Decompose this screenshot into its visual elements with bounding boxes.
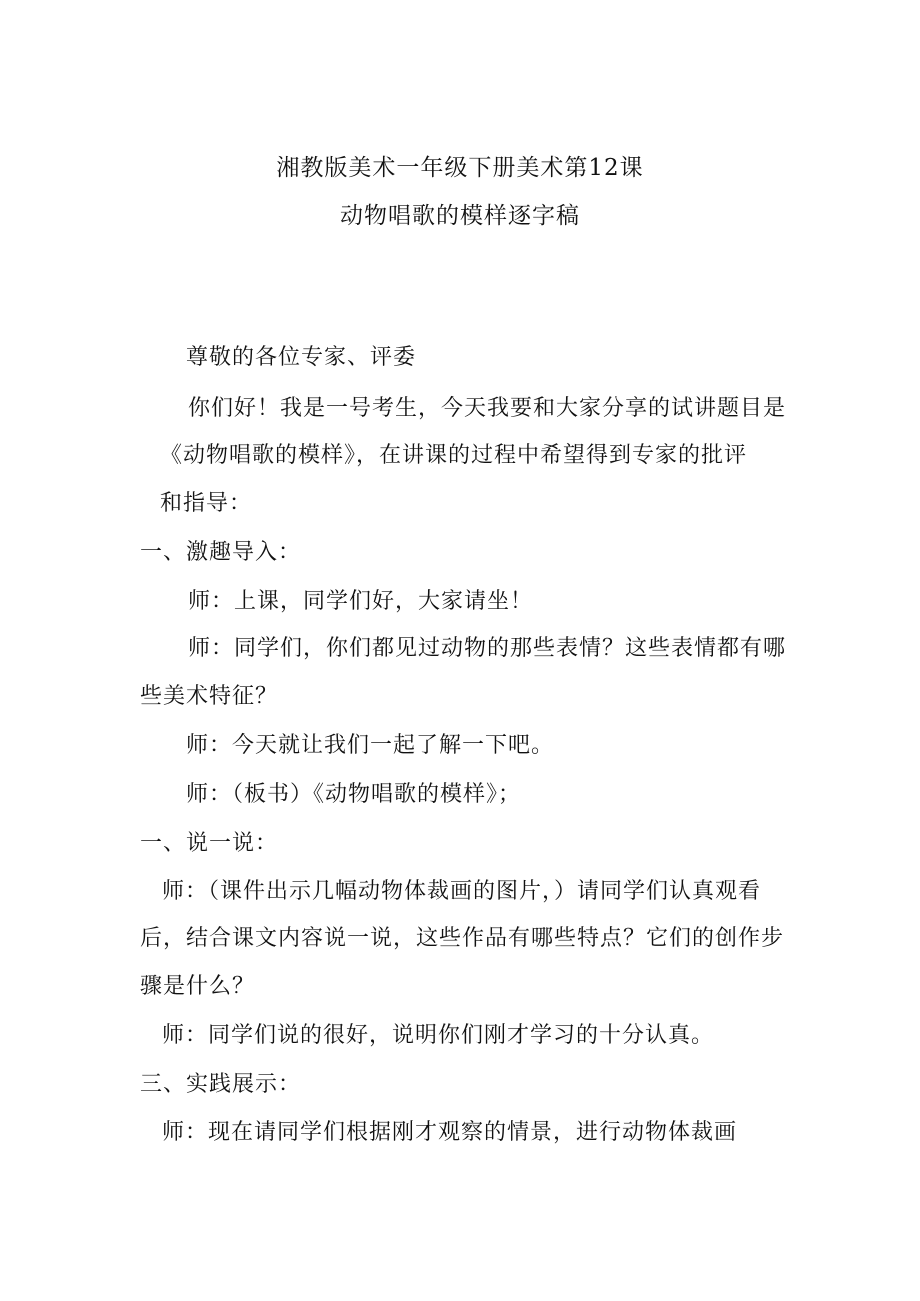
intro-line-2: 《动物唱歌的模样》，在讲课的过程中希望得到专家的批评 bbox=[160, 443, 748, 468]
dialogue-continuation: 后，结合课文内容说一说，这些作品有哪些特点？它们的创作步 bbox=[140, 926, 785, 951]
dialogue-continuation: 些美术特征？ bbox=[140, 684, 279, 709]
salutation: 尊敬的各位专家、评委 bbox=[186, 345, 417, 370]
dialogue-line: 师：同学们说的很好，说明你们刚才学习的十分认真。 bbox=[162, 1023, 715, 1048]
section-heading-3: 三、实践展示： bbox=[140, 1072, 302, 1097]
document-title-line-2: 动物唱歌的模样逐字稿 bbox=[340, 203, 580, 229]
dialogue-line: 师：现在请同学们根据刚才观察的情景，进行动物体裁画 bbox=[162, 1120, 738, 1145]
intro-line-3: 和指导： bbox=[160, 491, 253, 516]
dialogue-continuation: 骤是什么？ bbox=[140, 974, 256, 999]
dialogue-line: 师：（课件出示几幅动物体裁画的图片，）请同学们认真观看 bbox=[162, 879, 762, 904]
dialogue-line: 师：同学们，你们都见过动物的那些表情？这些表情都有哪 bbox=[188, 636, 787, 661]
section-heading-1: 一、激趣导入： bbox=[140, 540, 302, 565]
dialogue-line: 师：上课，同学们好，大家请坐！ bbox=[188, 589, 534, 614]
document-title-line-1: 湘教版美术一年级下册美术第12课 bbox=[276, 155, 644, 181]
dialogue-line: 师：今天就让我们一起了解一下吧。 bbox=[186, 733, 555, 758]
dialogue-line: 师：（板书）《动物唱歌的模样》； bbox=[186, 782, 522, 807]
section-heading-2: 一、说一说： bbox=[140, 831, 279, 856]
intro-line-1: 你们好！我是一号考生，今天我要和大家分享的试讲题目是 bbox=[188, 396, 787, 421]
